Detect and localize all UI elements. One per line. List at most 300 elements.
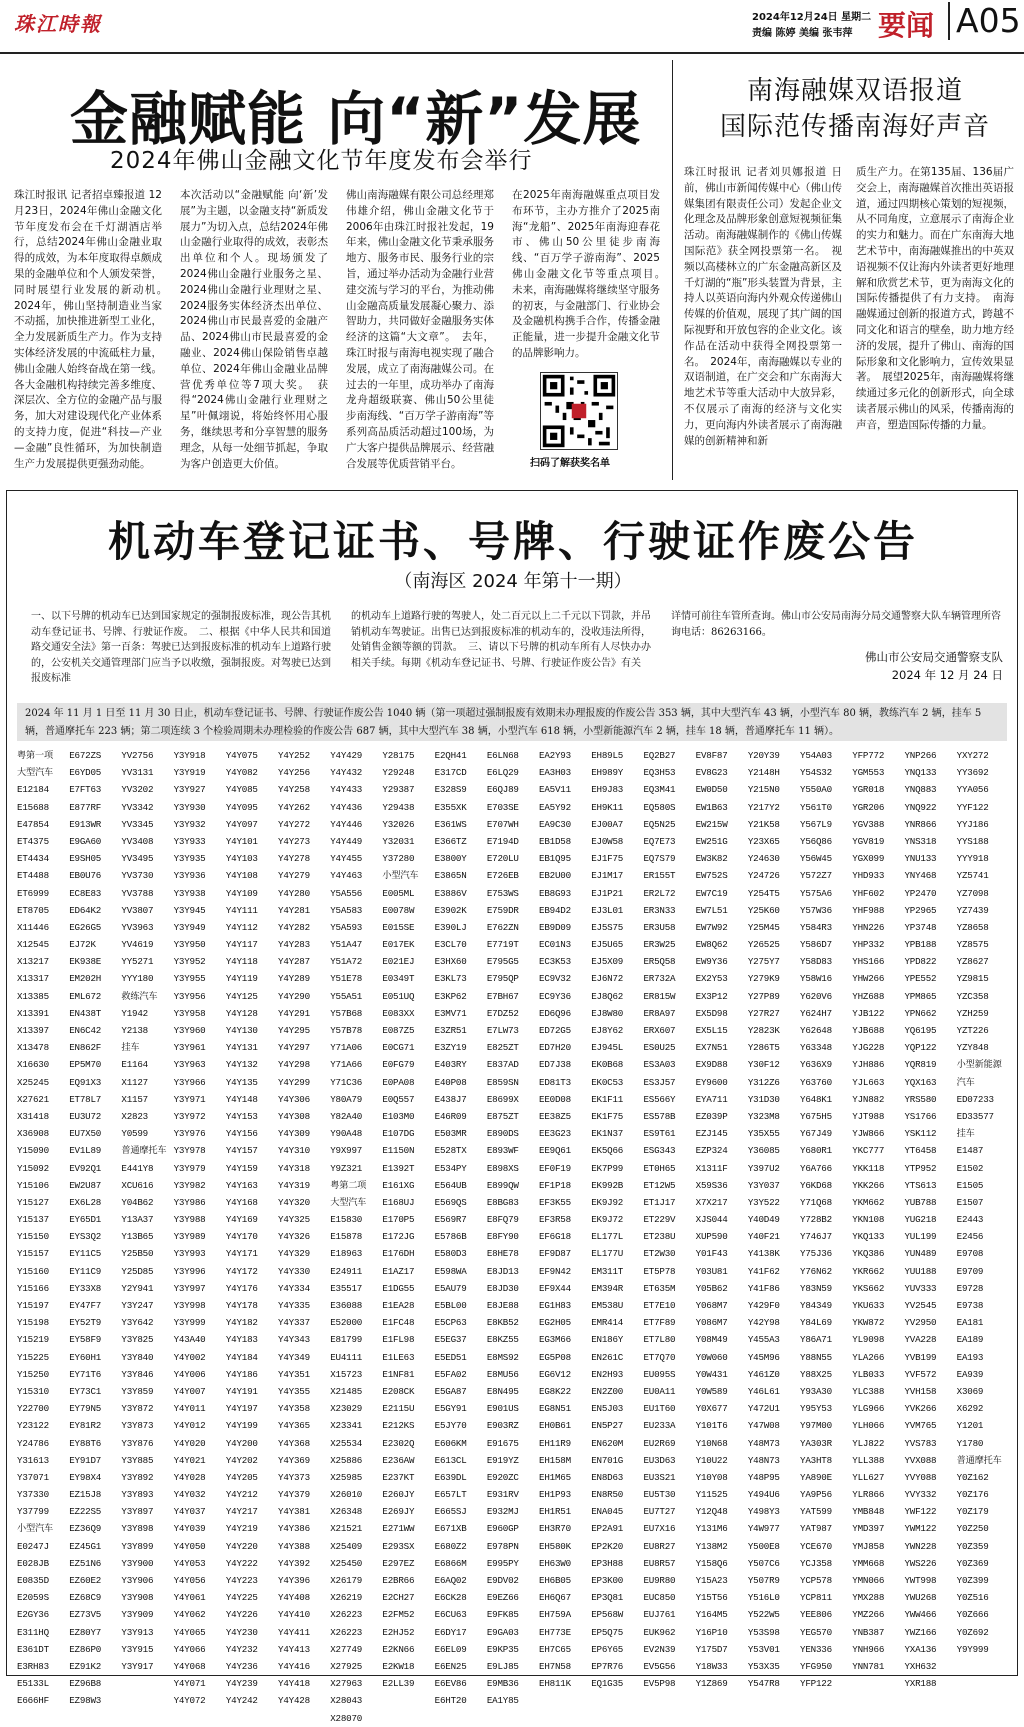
plate-number: Y4Y388 bbox=[278, 1540, 310, 1552]
plate-number: E5JY70 bbox=[434, 1420, 467, 1432]
plate-number: Y15197 bbox=[17, 1300, 49, 1311]
plate-number: E6CK28 bbox=[434, 1592, 467, 1604]
plate-number: Y620V6 bbox=[800, 990, 832, 1002]
plate-number: EH6Q67 bbox=[539, 1592, 571, 1604]
plate-number: YYY180 bbox=[121, 973, 154, 985]
plate-number: EY9600 bbox=[695, 1076, 728, 1088]
plate-number: YJB122 bbox=[852, 1007, 885, 1019]
plate-number: E3ZY19 bbox=[434, 1042, 467, 1054]
plate-number: Y4Y308 bbox=[278, 1110, 310, 1122]
plate-number: Y3Y933 bbox=[173, 835, 206, 847]
plate-number: EK9J72 bbox=[591, 1214, 624, 1226]
plate-number: E665SJ bbox=[434, 1506, 467, 1518]
plate-number: YV3408 bbox=[121, 835, 154, 847]
plate-number: E672ZS bbox=[69, 750, 102, 761]
plate-number: YPD822 bbox=[904, 956, 937, 968]
plate-number: EP568W bbox=[591, 1609, 624, 1621]
plate-number: ENA045 bbox=[591, 1506, 624, 1518]
plate-number: Y53S98 bbox=[747, 1626, 780, 1638]
plate-number: E762ZN bbox=[486, 921, 519, 933]
plate-number: YVK266 bbox=[904, 1403, 937, 1415]
plate-number: E5EG37 bbox=[434, 1334, 467, 1346]
plate-number: ER815W bbox=[643, 990, 676, 1002]
plate-number: Y3Y859 bbox=[121, 1385, 154, 1397]
plate-number: Y3Y997 bbox=[173, 1282, 206, 1294]
plate-number: Y95Y53 bbox=[800, 1403, 832, 1415]
plate-number: Y4Y368 bbox=[278, 1437, 310, 1449]
plate-number: EU3U72 bbox=[69, 1110, 102, 1122]
plate-number: EY52T9 bbox=[69, 1317, 102, 1329]
plate-number: YCP811 bbox=[800, 1592, 832, 1604]
plate-number: YXR188 bbox=[904, 1678, 937, 1690]
plate-number: X26348 bbox=[330, 1506, 363, 1518]
plate-number: Y15219 bbox=[17, 1334, 49, 1346]
editor-credits: 责编 陈婷 美编 张韦萍 bbox=[752, 28, 853, 39]
plate-number: YHN226 bbox=[852, 921, 885, 933]
column-divider bbox=[672, 60, 673, 480]
plate-number: EP3Q81 bbox=[591, 1592, 624, 1604]
plate-number: EG5P08 bbox=[539, 1351, 571, 1363]
plate-number: EE38Z5 bbox=[539, 1110, 571, 1122]
plate-number: Y3Y961 bbox=[173, 1042, 206, 1054]
plate-number: E899QW bbox=[486, 1179, 519, 1191]
plate-number: Y25M45 bbox=[747, 921, 780, 933]
plate-number: EU3D63 bbox=[643, 1454, 676, 1466]
plate-number: YYA056 bbox=[956, 784, 989, 796]
plate-number: EZ22S5 bbox=[69, 1506, 102, 1518]
plate-number: Y15A23 bbox=[695, 1575, 728, 1586]
plate-number: E1EA28 bbox=[382, 1300, 415, 1311]
plate-number: E920ZC bbox=[486, 1471, 519, 1483]
plate-number: Y41F62 bbox=[747, 1265, 780, 1277]
plate-number: Y3Y949 bbox=[173, 921, 206, 933]
plate-number: YWS226 bbox=[904, 1557, 937, 1569]
plate-number: EH759A bbox=[539, 1609, 571, 1621]
plate-number: YVH158 bbox=[904, 1385, 937, 1397]
plate-number: Y25K60 bbox=[747, 904, 780, 916]
plate-number: EQ5N25 bbox=[643, 818, 676, 830]
plate-number: Y4Y118 bbox=[225, 956, 258, 968]
plate-number: E269JY bbox=[382, 1506, 415, 1518]
plate-number: Y23X65 bbox=[747, 835, 780, 847]
plate-number: E680Z2 bbox=[434, 1540, 467, 1552]
plate-number: E837AD bbox=[486, 1059, 519, 1071]
plate-number: EN8D63 bbox=[591, 1471, 624, 1483]
plate-number: 大型汽车 bbox=[17, 767, 53, 779]
plate-number: YTP952 bbox=[904, 1162, 937, 1174]
plate-number: EM538U bbox=[591, 1300, 624, 1311]
plate-number: Y42Y98 bbox=[747, 1317, 780, 1329]
plate-number: E795QP bbox=[486, 973, 519, 985]
plate-number: EZ51N6 bbox=[69, 1557, 102, 1569]
plate-number: YJH886 bbox=[852, 1059, 885, 1071]
plate-number: Y15150 bbox=[17, 1231, 49, 1243]
plate-number: EK1F11 bbox=[591, 1093, 624, 1105]
plate-number: EX9D88 bbox=[695, 1059, 728, 1071]
plate-number: EJ8W80 bbox=[591, 1007, 624, 1019]
plate-number: E9GA03 bbox=[486, 1626, 519, 1638]
plate-number: EH9J83 bbox=[591, 784, 624, 796]
plate-number: Y3Y913 bbox=[121, 1626, 154, 1638]
plate-number: Y516L0 bbox=[747, 1592, 780, 1604]
plate-number: Y4Y071 bbox=[173, 1678, 206, 1690]
plate-column bbox=[852, 747, 904, 1672]
plate-number: EA939 bbox=[956, 1368, 984, 1380]
plate-number: Y4Y319 bbox=[278, 1179, 310, 1191]
plate-number: Y4Y172 bbox=[225, 1265, 258, 1277]
plate-number: Y3Y950 bbox=[173, 939, 206, 951]
plate-number: Y4Y095 bbox=[225, 801, 258, 813]
plate-number: E1AZ17 bbox=[382, 1265, 415, 1277]
plate-number: Y4Y279 bbox=[278, 870, 310, 882]
plate-number: E1150N bbox=[382, 1145, 415, 1157]
plate-number: ET2W30 bbox=[643, 1248, 676, 1260]
plate-number: YGV819 bbox=[852, 835, 885, 847]
plate-number: Y3Y876 bbox=[121, 1437, 154, 1449]
plate-number: EU7T27 bbox=[643, 1506, 676, 1518]
plate-number: EX7N51 bbox=[695, 1042, 728, 1054]
plate-number: Y15166 bbox=[17, 1282, 49, 1294]
plate-number: E3ZR51 bbox=[434, 1025, 467, 1036]
plate-number: YNU133 bbox=[904, 853, 937, 865]
plate-number: Y29387 bbox=[382, 784, 415, 796]
plate-number: Y586D7 bbox=[800, 939, 832, 951]
plate-number: EZ80Y7 bbox=[69, 1626, 102, 1638]
plate-number: EE3G23 bbox=[539, 1128, 571, 1140]
plate-number: ED33577 bbox=[956, 1110, 994, 1122]
plate-number: EW752S bbox=[695, 870, 728, 882]
plate-number: YV4619 bbox=[121, 939, 154, 951]
plate-number: Y4Y223 bbox=[225, 1575, 258, 1586]
plate-number: EJ3L01 bbox=[591, 904, 624, 916]
plate-number: YHS166 bbox=[852, 956, 885, 968]
plate-number: YXA136 bbox=[904, 1643, 937, 1655]
plate-number: E170P5 bbox=[382, 1214, 415, 1226]
plate-number: Y63348 bbox=[800, 1042, 832, 1054]
plate-number: Y18W33 bbox=[695, 1660, 728, 1672]
plate-number: YNN781 bbox=[852, 1660, 885, 1672]
plate-number: YKQ133 bbox=[852, 1231, 885, 1243]
plate-number: Y86A71 bbox=[800, 1334, 832, 1346]
plate-number: E7DZ52 bbox=[486, 1007, 519, 1019]
plate-number: EY47F7 bbox=[69, 1300, 102, 1311]
plate-number: Y3Y958 bbox=[173, 1007, 206, 1019]
plate-number: E8N495 bbox=[486, 1385, 519, 1397]
plate-number: Y101T6 bbox=[695, 1420, 728, 1432]
plate-number: Y4Y239 bbox=[225, 1678, 258, 1690]
plate-number: E260JY bbox=[382, 1489, 415, 1501]
plate-number: Y9Y999 bbox=[956, 1643, 989, 1655]
plate-number: EU3S21 bbox=[643, 1471, 676, 1483]
plate-number: EV92Q1 bbox=[69, 1162, 102, 1174]
plate-column bbox=[382, 747, 434, 1690]
plate-number: Y36085 bbox=[747, 1145, 780, 1157]
plate-number: YY3692 bbox=[956, 767, 989, 779]
plate-number: Y3Y898 bbox=[121, 1523, 154, 1535]
plate-number: Y3Y917 bbox=[121, 1660, 154, 1672]
plate-number: EK7P99 bbox=[591, 1162, 624, 1174]
plate-number: ES578B bbox=[643, 1110, 676, 1122]
plate-number: Y15106 bbox=[17, 1179, 49, 1191]
plate-number: Y4Y295 bbox=[278, 1025, 310, 1036]
plate-number: Y4Y320 bbox=[278, 1196, 310, 1208]
plate-number: EU233A bbox=[643, 1420, 676, 1432]
notice-signature-org: 佛山市公安局交通警察支队 bbox=[865, 650, 1003, 664]
plate-number: YLL627 bbox=[852, 1471, 885, 1483]
plate-number: Y4Y066 bbox=[173, 1643, 206, 1655]
plate-number: Y3Y982 bbox=[173, 1179, 206, 1191]
plate-number: EH773E bbox=[539, 1626, 571, 1638]
plate-number: EU7X50 bbox=[69, 1128, 102, 1140]
plate-number: ED07233 bbox=[956, 1093, 994, 1105]
plate-number: E8KZ55 bbox=[486, 1334, 519, 1346]
plate-number: Y51A47 bbox=[330, 939, 363, 951]
plate-number: Y03U81 bbox=[695, 1265, 728, 1277]
plate-number: EJ6N72 bbox=[591, 973, 624, 985]
plate-number: ER8A97 bbox=[643, 1007, 676, 1019]
plate-number: YAT987 bbox=[800, 1523, 832, 1535]
plate-number: EW9Y36 bbox=[695, 956, 728, 968]
plate-number: E8KB52 bbox=[486, 1317, 519, 1329]
plate-number: EA1Y85 bbox=[486, 1695, 519, 1707]
plate-number: E7LW73 bbox=[486, 1025, 519, 1036]
plate-number: YLH066 bbox=[852, 1420, 885, 1432]
plate-number: E237KT bbox=[382, 1471, 415, 1483]
right-article-title-line1: 南海融媒双语报道 bbox=[746, 76, 963, 106]
plate-number: Y4Y176 bbox=[225, 1282, 258, 1294]
plate-number: E931RV bbox=[486, 1489, 519, 1501]
plate-number: E7BH67 bbox=[486, 990, 519, 1002]
plate-number: X15723 bbox=[330, 1368, 363, 1380]
plate-number: YJN882 bbox=[852, 1093, 885, 1105]
plate-number: E5FA02 bbox=[434, 1368, 467, 1380]
plate-number: Y37799 bbox=[17, 1506, 49, 1518]
plate-number: EY11C9 bbox=[69, 1265, 102, 1277]
plate-number: EA3H03 bbox=[539, 767, 571, 779]
plate-number: E9KP35 bbox=[486, 1643, 519, 1655]
plate-number: Y83N59 bbox=[800, 1282, 832, 1294]
plate-number: E5AU79 bbox=[434, 1282, 467, 1294]
plate-number: E168UJ bbox=[382, 1196, 415, 1208]
plate-number: EY65D1 bbox=[69, 1214, 102, 1226]
plate-number: Y6KD68 bbox=[800, 1179, 832, 1191]
main-article-col-4: 在2025年南海融媒重点项目发布环节，主办方推介了2025南海“龙船”、2025年南海迎春花市、佛山50公里徒步南海线、“百万学子游南海”、2025佛山金融文化节等重点项目。 未来，南海融媒将继续坚守服务的初衷，与金融部门、行业协会及金融机构携手合作，传播金融正能量，进一步提升金融文化节的品牌影响力。 bbox=[512, 189, 671, 359]
plate-number: Y3Y906 bbox=[121, 1575, 154, 1586]
plate-number: EP7R76 bbox=[591, 1660, 624, 1672]
plate-number: YLR866 bbox=[852, 1489, 885, 1501]
plate-number: Y636X9 bbox=[800, 1059, 832, 1071]
plate-number: ET7L80 bbox=[643, 1334, 676, 1346]
plate-number: E6QJ89 bbox=[486, 784, 519, 796]
plate-number: YWF122 bbox=[904, 1506, 937, 1518]
plate-number: E1DG55 bbox=[382, 1282, 415, 1294]
qr-code-icon[interactable] bbox=[540, 372, 618, 450]
plate-number: Y254T5 bbox=[747, 887, 780, 899]
plate-number: YCE670 bbox=[800, 1540, 832, 1552]
plate-number: E317CD bbox=[434, 767, 467, 779]
plate-number: X13391 bbox=[17, 1007, 49, 1019]
plate-number: EM311T bbox=[591, 1265, 624, 1277]
plate-number: Y15310 bbox=[17, 1385, 49, 1397]
plate-number: Y0Z692 bbox=[956, 1626, 989, 1638]
plate-number: EUC850 bbox=[643, 1592, 676, 1604]
plate-number: Y3Y955 bbox=[173, 973, 206, 985]
plate-number: Y4Y039 bbox=[173, 1523, 206, 1535]
plate-number: Y4Y132 bbox=[225, 1059, 258, 1071]
plate-number: EA5Y92 bbox=[539, 801, 571, 813]
plate-number: Y4Y262 bbox=[278, 801, 310, 813]
plate-number: EQ3H53 bbox=[643, 767, 676, 779]
plate-number: Y3Y885 bbox=[121, 1454, 154, 1466]
plate-column bbox=[278, 747, 330, 1707]
plate-number: E12184 bbox=[17, 784, 49, 796]
plate-number: Y522W5 bbox=[747, 1609, 780, 1621]
plate-number: EN2Z00 bbox=[591, 1385, 624, 1397]
plate-number: Y138M2 bbox=[695, 1540, 728, 1552]
plate-number: Y5A583 bbox=[330, 904, 363, 916]
plate-number: Y4Y326 bbox=[278, 1231, 310, 1243]
plate-number: YEE806 bbox=[800, 1609, 832, 1621]
page-number: A05 bbox=[948, 2, 1021, 40]
plate-number: YEG570 bbox=[800, 1626, 832, 1638]
plate-number: Y54S32 bbox=[800, 767, 832, 779]
plate-number: EN862F bbox=[69, 1042, 102, 1054]
plate-number: YZ5741 bbox=[956, 870, 989, 882]
plate-number: Y32026 bbox=[382, 818, 415, 830]
plate-number: Y4Y410 bbox=[278, 1609, 310, 1621]
plate-number: YVY088 bbox=[904, 1471, 937, 1483]
plate-number: EY88T6 bbox=[69, 1437, 102, 1449]
plate-number: YXH632 bbox=[904, 1660, 937, 1672]
plate-number: YNQ883 bbox=[904, 784, 937, 796]
plate-number: Y4Y309 bbox=[278, 1128, 310, 1140]
plate-number: EE9Q61 bbox=[539, 1145, 571, 1157]
plate-number: YA9P56 bbox=[800, 1489, 832, 1501]
plate-number: Y455A3 bbox=[747, 1334, 780, 1346]
plate-number: YZ8627 bbox=[956, 956, 989, 968]
plate-number: YLL388 bbox=[852, 1454, 885, 1466]
plate-number: Y3Y960 bbox=[173, 1025, 206, 1036]
plate-number: Y3Y919 bbox=[173, 767, 206, 779]
plate-number: ES3J57 bbox=[643, 1076, 676, 1088]
plate-number: Y56W45 bbox=[800, 853, 832, 865]
plate-number: ES0U25 bbox=[643, 1042, 676, 1054]
plate-number: Y4Y337 bbox=[278, 1317, 310, 1329]
plate-number: E6AQ02 bbox=[434, 1575, 467, 1586]
plate-number: Y4Y075 bbox=[225, 750, 258, 761]
plate-number: E81799 bbox=[330, 1334, 363, 1346]
plate-number: E3886V bbox=[434, 887, 467, 899]
plate-number: EF0F19 bbox=[539, 1162, 571, 1174]
plate-number: YQR819 bbox=[904, 1059, 937, 1071]
plate-number: Y4Y103 bbox=[225, 853, 258, 865]
plate-number: Y76N62 bbox=[800, 1265, 832, 1277]
plate-number: Y323M8 bbox=[747, 1110, 780, 1122]
plate-number: E580D3 bbox=[434, 1248, 467, 1260]
plate-number: YNR866 bbox=[904, 818, 937, 830]
plate-number: EK1N37 bbox=[591, 1128, 624, 1140]
plate-number: EV2N39 bbox=[643, 1643, 676, 1655]
plate-number: Y4Y156 bbox=[225, 1128, 258, 1140]
plate-number: Y498Y3 bbox=[747, 1506, 780, 1518]
plate-number: ER3N33 bbox=[643, 904, 676, 916]
plate-number: YGR206 bbox=[852, 801, 885, 813]
plate-number: E208CK bbox=[382, 1385, 415, 1397]
plate-number: ER3W25 bbox=[643, 939, 676, 951]
plate-number: Y0Z179 bbox=[956, 1506, 989, 1518]
plate-number: EK0C53 bbox=[591, 1076, 624, 1088]
plate-number: EF9N42 bbox=[539, 1265, 571, 1277]
plate-number: Y27R27 bbox=[747, 1007, 780, 1019]
plate-number: YPM865 bbox=[904, 990, 937, 1002]
plate-number: Y3Y935 bbox=[173, 853, 206, 865]
plate-number: Y3Y986 bbox=[173, 1196, 206, 1208]
plate-number: YHP332 bbox=[852, 939, 885, 951]
plate-number: E6EN25 bbox=[434, 1660, 467, 1672]
plate-number: Y0Z399 bbox=[956, 1575, 989, 1586]
plate-number: Y3Y642 bbox=[121, 1317, 154, 1329]
plate-number: E297EZ bbox=[382, 1557, 415, 1569]
plate-number: EV8F87 bbox=[695, 750, 728, 761]
plate-number: YKR662 bbox=[852, 1265, 885, 1277]
plate-column bbox=[121, 747, 173, 1672]
plate-number: E7719T bbox=[486, 939, 519, 951]
plate-number: E9709 bbox=[956, 1265, 984, 1277]
plate-number: Y4Y225 bbox=[225, 1592, 258, 1604]
plate-number: E366TZ bbox=[434, 835, 467, 847]
plate-number: Y4Y199 bbox=[225, 1420, 258, 1432]
plate-number: E9LJ85 bbox=[486, 1660, 519, 1672]
plate-number: YV2756 bbox=[121, 750, 154, 761]
plate-number: Y53X35 bbox=[747, 1660, 780, 1672]
plate-number: EH7C65 bbox=[539, 1643, 571, 1655]
plate-number: Y1942 bbox=[121, 1007, 148, 1019]
plate-number: X59S36 bbox=[695, 1179, 728, 1191]
plate-number: EK0B68 bbox=[591, 1059, 624, 1071]
plate-number: E6EV86 bbox=[434, 1678, 467, 1690]
plate-number: E52000 bbox=[330, 1317, 363, 1329]
plate-number: YV3342 bbox=[121, 801, 154, 813]
plate-number: EP2K20 bbox=[591, 1540, 624, 1552]
plate-number: Y27P89 bbox=[747, 990, 780, 1002]
plate-number: X13317 bbox=[17, 973, 49, 985]
plate-number: Y37330 bbox=[17, 1489, 49, 1501]
plate-number: E859SN bbox=[486, 1076, 519, 1088]
plate-number: EH1R51 bbox=[539, 1506, 571, 1518]
plate-number: Y4Y062 bbox=[173, 1609, 206, 1621]
plate-number: Y086M7 bbox=[695, 1317, 728, 1329]
plate-number: Y4Y429 bbox=[330, 750, 363, 761]
notice-text-col-2: 的机动车上道路行驶的驾驶人，处二百元以上二千元以下罚款，并吊销机动车驾驶证。出售已达到报废标准的机动车的，没收违法所得，处销售金额等额的罚款。 三、请以下号牌的机动车所有人尽快办办相关手续。每期《机动车登记证书、号牌、行驶证作废公告》有关 bbox=[351, 611, 651, 669]
plate-number: YNS318 bbox=[904, 835, 937, 847]
plate-number: YKS662 bbox=[852, 1282, 885, 1294]
plate-number: EW2U87 bbox=[69, 1179, 102, 1191]
plate-number: Y4Y109 bbox=[225, 887, 258, 899]
plate-column bbox=[486, 747, 539, 1707]
plate-number: E6LQ29 bbox=[486, 767, 519, 779]
plate-number: Y3Y971 bbox=[173, 1093, 206, 1105]
plate-number: YUV333 bbox=[904, 1282, 937, 1294]
plate-number: X23029 bbox=[330, 1403, 363, 1415]
plate-number: YA890E bbox=[800, 1471, 832, 1483]
plate-number: EY60H1 bbox=[69, 1351, 102, 1363]
plate-number: Y46L61 bbox=[747, 1385, 780, 1397]
plate-number: EF1P18 bbox=[539, 1179, 571, 1191]
plate-number: Y4Y392 bbox=[278, 1557, 310, 1569]
plate-number: YMM668 bbox=[852, 1557, 885, 1569]
plate-number: X28070 bbox=[330, 1712, 363, 1724]
plate-number: Y12Q48 bbox=[695, 1506, 728, 1518]
